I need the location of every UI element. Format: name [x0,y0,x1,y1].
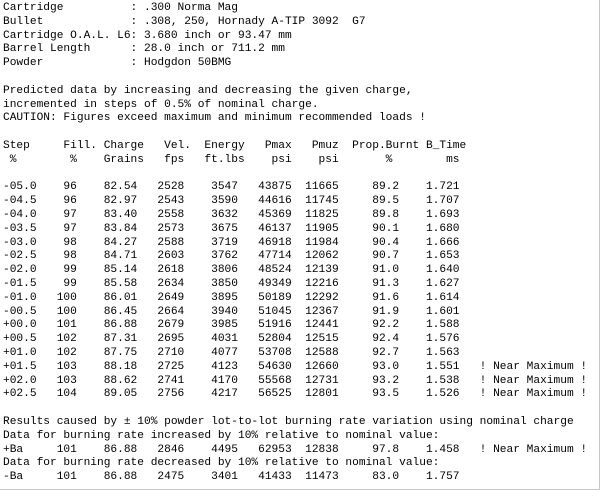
blank-line [3,402,587,416]
table-row: -03.5 97 83.84 2573 3675 46137 11905 90.1 1.680 [3,222,460,235]
decreased-rate-label: Data for burning rate decreased by 10% relative to nominal value: [3,457,440,470]
table-row: +01.5 103 88.18 2725 4123 54630 12660 93.0 1.551 ! Near Maximum ! [3,360,588,373]
report-text [3,2,587,485]
blank-line [3,168,587,182]
intro-line-1: Predicted data by increasing and decreasing the given charge, [3,84,413,97]
table-row: -01.5 99 85.58 2634 3850 49349 12216 91.3 1.627 [3,277,460,290]
results-line: Results caused by ± 10% powder lot-to-lot burning rate variation using nominal charge [3,415,574,428]
table-row: -02.0 99 85.14 2618 3806 48524 12139 91.0 1.640 [3,264,460,277]
table-row: -05.0 96 82.54 2528 3547 43875 11665 89.2 1.721 [3,181,460,194]
table-row: -04.5 96 82.97 2543 3590 44616 11745 89.5 1.707 [3,195,460,208]
table-header-1: Step Fill. Charge Vel. Energy Pmax Pmuz Prop.Burnt B_Time [3,139,467,152]
caution-line: CAUTION: Figures exceed maximum and minimum recommended loads ! [3,112,426,125]
blank-line [3,71,587,85]
barrel-length-line: Barrel Length : 28.0 inch or 711.2 mm [3,43,285,56]
increased-rate-label: Data for burning rate increased by 10% relative to nominal value: [3,429,440,442]
table-row: -02.5 98 84.71 2603 3762 47714 12062 90.7 1.653 [3,250,460,263]
table-row: -04.0 97 83.40 2558 3632 45369 11825 89.8 1.693 [3,208,460,221]
table-row: -00.5 100 86.45 2664 3940 51045 12367 91.9 1.601 [3,305,460,318]
table-row: -01.0 100 86.01 2649 3895 50189 12292 91.6 1.614 [3,291,460,304]
table-row: +00.5 102 87.31 2695 4031 52804 12515 92.4 1.576 [3,333,460,346]
cartridge-line: Cartridge : .300 Norma Mag [3,2,238,14]
blank-line [3,126,587,140]
table-row: +00.0 101 86.88 2679 3985 51916 12441 92.2 1.588 [3,319,460,332]
table-row: +01.0 102 87.75 2710 4077 53708 12588 92.7 1.563 [3,346,460,359]
oal-line: Cartridge O.A.L. L6: 3.680 inch or 93.47 mm [3,29,292,42]
increased-rate-row: +Ba 101 86.88 2846 4495 62953 12838 97.8 1.458 ! Near Maximum ! [3,443,588,456]
table-row: -03.0 98 84.27 2588 3719 46918 11984 90.4 1.666 [3,236,460,249]
table-row: +02.0 103 88.62 2741 4170 55568 12731 93.2 1.538 ! Near Maximum ! [3,374,588,387]
powder-line: Powder : Hodgdon 50BMG [3,57,232,70]
table-header-2: % % Grains fps ft.lbs psi psi % ms [3,153,460,166]
table-row: +02.5 104 89.05 2756 4217 56525 12801 93.5 1.526 ! Near Maximum ! [3,388,588,401]
bullet-line: Bullet : .308, 250, Hornady A-TIP 3092 G7 [3,15,366,28]
intro-line-2: incremented in steps of 0.5% of nominal charge. [3,98,319,111]
decreased-rate-row: -Ba 101 86.88 2475 3401 41433 11473 83.0 1.757 [3,471,460,484]
